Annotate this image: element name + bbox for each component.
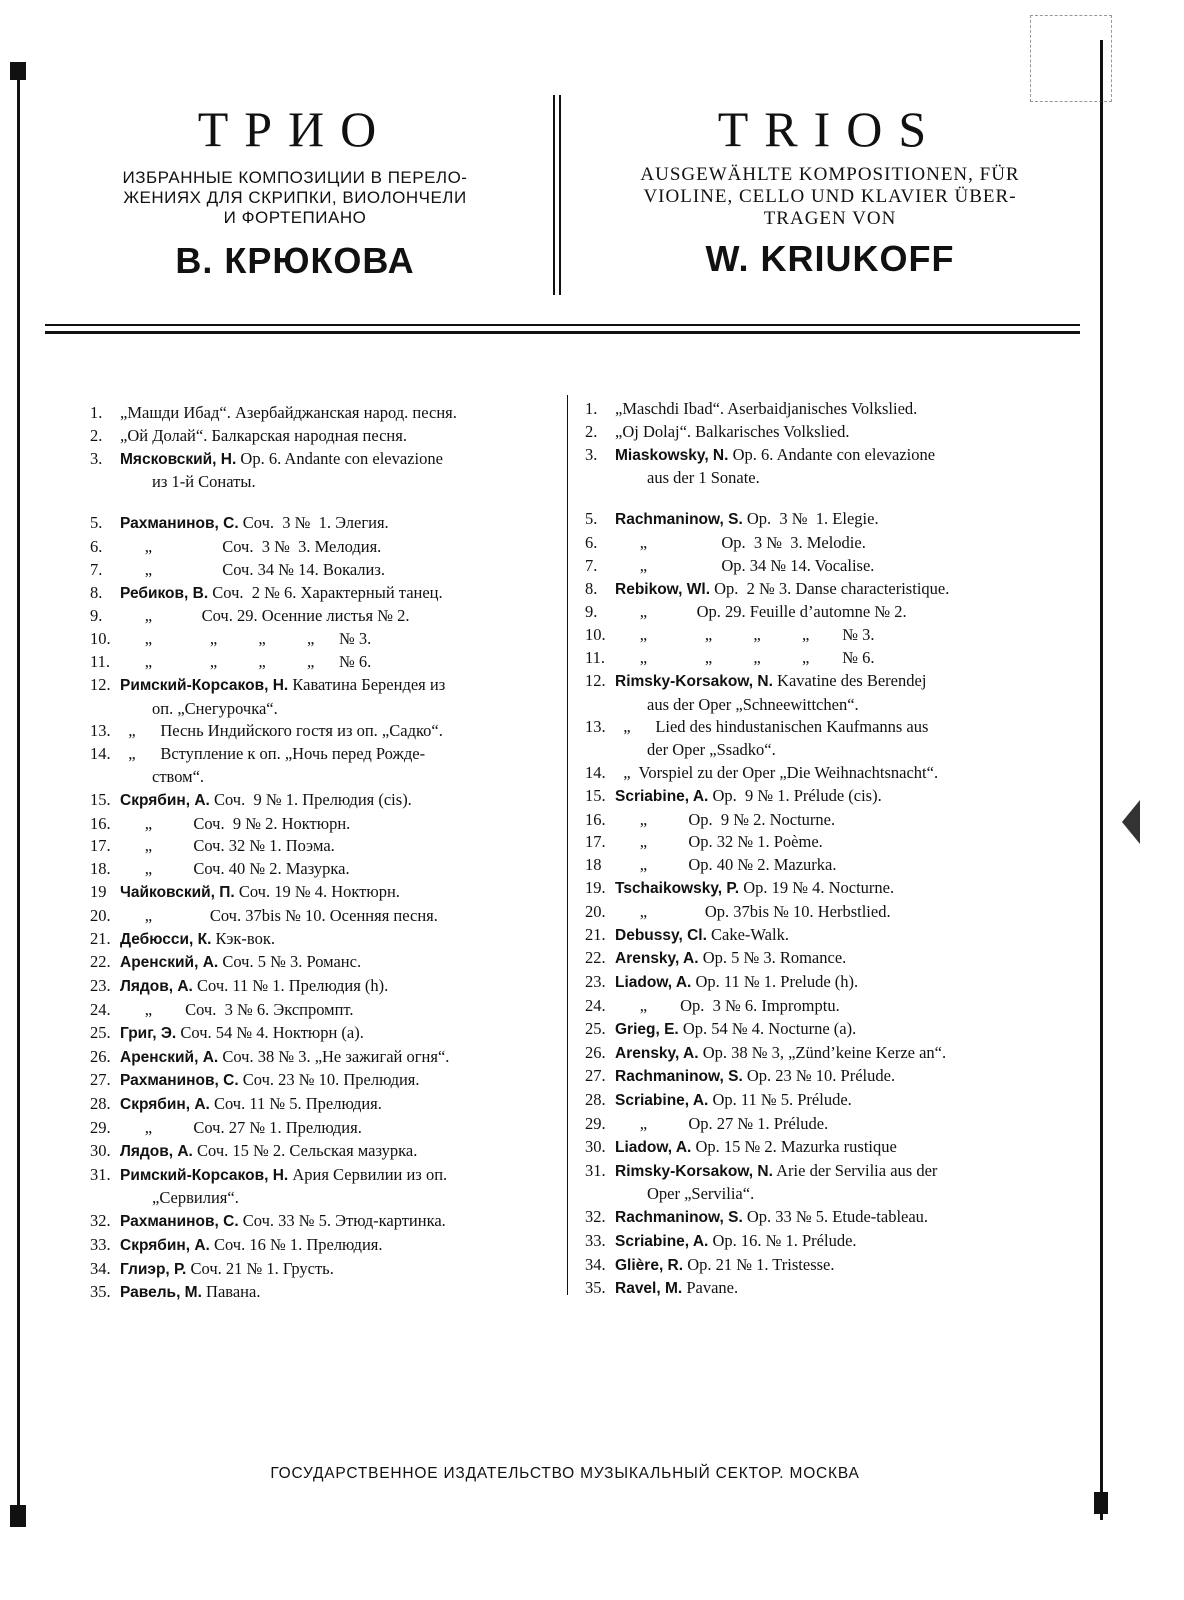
left-header: [40, 100, 550, 282]
list-entry: [585, 1160, 1055, 1184]
entry-title: Op. 21 № 1. Tristesse.: [683, 1254, 835, 1274]
entry-number: 32.: [90, 1211, 111, 1231]
entry-number: 25.: [90, 1022, 111, 1042]
composer-name: Rimsky-Korsakow, N.: [615, 1162, 773, 1180]
list-entry: [90, 1258, 560, 1282]
composer-name: Tschaikowsky, P.: [615, 879, 740, 897]
composer-name: Scriabine, A.: [615, 787, 709, 805]
entry-number: 18.: [90, 859, 111, 879]
list-entry: [90, 512, 560, 536]
entry-number: 2.: [585, 421, 598, 441]
entry-number: 8.: [90, 582, 103, 602]
composer-name: Rachmaninow, S.: [615, 511, 743, 529]
entry-number: 11.: [585, 647, 606, 667]
entry-title: Соч. 11 № 5. Прелюдия.: [209, 1094, 382, 1114]
entry-title: Op. 5 № 3. Romance.: [698, 948, 847, 968]
composer-name: Liadow, A.: [615, 974, 692, 992]
entry-title: Op. 33 № 5. Etude-tableau.: [742, 1207, 929, 1227]
composer-name: Ребиков, В.: [120, 584, 209, 602]
entry-number: 14.: [585, 762, 606, 782]
right-contents-list: [585, 398, 1055, 1301]
entry-number: 31.: [585, 1160, 606, 1180]
list-entry: [90, 1164, 560, 1188]
entry-number: 33.: [585, 1230, 606, 1250]
entry-number: 25.: [585, 1018, 606, 1038]
list-entry: [90, 1117, 560, 1140]
right-header: [570, 100, 1090, 280]
composer-name: Miaskowsky, N.: [615, 446, 729, 464]
list-entry: [90, 835, 560, 858]
entry-title: „ Соч. 3 № 3. Мелодия.: [120, 536, 382, 556]
entry-number: 27.: [585, 1066, 606, 1086]
entry-title: „ Op. 3 № 6. Impromptu.: [615, 995, 840, 1015]
entry-number: 16.: [585, 809, 606, 829]
composer-name: Scriabine, A.: [615, 1232, 709, 1250]
entry-title: „ Op. 32 № 1. Poème.: [615, 832, 823, 852]
entry-number: 1.: [585, 399, 598, 418]
entry-number: 32.: [585, 1207, 606, 1227]
entry-title: Op. 38 № 3, „Zünd’keine Kerze an“.: [698, 1042, 947, 1062]
list-entry: [90, 1281, 560, 1305]
entry-number: 12.: [90, 674, 111, 694]
entry-title: „ „ „ „ № 3.: [120, 629, 372, 649]
list-entry: [90, 582, 560, 606]
left-title: ТРИО: [197, 101, 393, 157]
composer-name: Скрябин, А.: [120, 1236, 210, 1254]
list-entry: [90, 1093, 560, 1117]
entry-number: 2.: [90, 425, 103, 445]
entry-number: 27.: [90, 1070, 111, 1090]
entry-title: Ария Сервилии из оп.: [288, 1164, 448, 1184]
entry-number: 9.: [585, 602, 598, 622]
list-entry: [585, 670, 1055, 694]
list-entry: [585, 1277, 1055, 1301]
entry-title: Op. 23 № 10. Prélude.: [742, 1066, 896, 1086]
left-subtitle-3: И ФОРТЕПИАНО: [223, 208, 367, 227]
entry-title: Соч. 19 № 4. Ноктюрн.: [234, 881, 400, 901]
entry-number: 22.: [90, 952, 111, 972]
composer-name: Scriabine, A.: [615, 1092, 709, 1110]
header-rule-a: [45, 324, 1080, 326]
list-entry: [585, 1042, 1055, 1066]
entry-title: „ Соч. 3 № 6. Экспромпт.: [120, 999, 354, 1019]
list-entry: [585, 624, 1055, 647]
entry-title: „ Op. 3 № 3. Melodie.: [615, 532, 866, 552]
entry-title: Op. 2 № 3. Danse characteristique.: [710, 578, 950, 598]
entry-number: 6.: [585, 532, 598, 552]
list-entry: [90, 858, 560, 881]
list-entry: [585, 809, 1055, 832]
list-entry: [585, 555, 1055, 578]
entry-number: 10.: [585, 625, 606, 645]
entry-number: 5.: [585, 509, 598, 529]
entry-number: 20.: [585, 901, 606, 921]
list-entry: [90, 402, 560, 425]
entry-title: Arie der Servilia aus der: [772, 1160, 938, 1180]
left-arranger: В. КРЮКОВА: [175, 240, 415, 281]
entry-continuation: aus der 1 Sonate.: [647, 468, 760, 488]
column-divider: [567, 395, 568, 1295]
entry-number: 13.: [90, 721, 111, 741]
list-entry: [585, 1136, 1055, 1160]
entry-title: „ Соч. 27 № 1. Прелюдия.: [120, 1117, 362, 1137]
entry-number: 15.: [585, 785, 606, 805]
entry-number: 26.: [585, 1042, 606, 1062]
corner-mark-bl: [10, 1505, 26, 1527]
list-entry: [585, 924, 1055, 948]
entry-number: 29.: [585, 1113, 606, 1133]
list-entry: [90, 628, 560, 651]
entry-number: 28.: [585, 1090, 606, 1110]
entry-title: „Maschdi Ibad“. Aserbaidjanisches Volkslied.: [615, 399, 918, 418]
composer-name: Rachmaninow, S.: [615, 1068, 743, 1086]
entry-title: Op. 19 № 4. Nocturne.: [739, 877, 895, 897]
left-contents-list: [90, 402, 560, 1305]
composer-name: Рахманинов, С.: [120, 1213, 239, 1231]
entry-number: 22.: [585, 948, 606, 968]
list-entry: [585, 995, 1055, 1018]
entry-title: Op. 11 № 1. Prelude (h).: [691, 972, 859, 992]
entry-title: „ Соч. 40 № 2. Мазурка.: [120, 859, 350, 879]
composer-name: Рахманинов, С.: [120, 1072, 239, 1090]
entry-title: „ Op. 9 № 2. Nocturne.: [615, 809, 836, 829]
entry-number: 21.: [585, 924, 606, 944]
entry-title: „Ой Долай“. Балкарская народная песня.: [120, 425, 407, 445]
entry-title: Соч. 11 № 1. Прелюдия (h).: [192, 976, 389, 996]
entry-number: 34.: [585, 1254, 606, 1274]
list-entry: [90, 1069, 560, 1093]
entry-number: 23.: [585, 972, 606, 992]
entry-title: „Машди Ибад“. Азербайджанская народ. песня.: [120, 403, 457, 422]
list-entry: [585, 1018, 1055, 1042]
list-entry: [90, 999, 560, 1022]
entry-title: Соч. 38 № 3. „Не зажигай огня“.: [218, 1046, 450, 1066]
list-entry: [90, 536, 560, 559]
composer-name: Римский-Корсаков, Н.: [120, 1166, 289, 1184]
corner-mark-br: [1094, 1492, 1108, 1514]
entry-title: „ „ „ „ № 6.: [120, 651, 372, 671]
entry-title: Op. 6. Andante con elevazione: [236, 448, 443, 468]
composer-name: Дебюсси, К.: [120, 930, 212, 948]
entry-number: 17.: [585, 832, 606, 852]
list-entry: [585, 578, 1055, 602]
list-entry: [90, 1140, 560, 1164]
list-entry: [90, 789, 560, 813]
composer-name: Мясковский, Н.: [120, 450, 237, 468]
header-divider-a: [553, 95, 555, 295]
entry-number: 18: [585, 855, 602, 875]
entry-number: 12.: [585, 670, 606, 690]
entry-number: 16.: [90, 813, 111, 833]
composer-name: Liadow, A.: [615, 1138, 692, 1156]
list-entry: [90, 425, 560, 448]
entry-title: Op. 15 № 2. Mazurka rustique: [691, 1136, 897, 1156]
list-entry: [585, 647, 1055, 670]
list-entry: [90, 448, 560, 472]
list-entry: [585, 1230, 1055, 1254]
composer-name: Скрябин, А.: [120, 791, 210, 809]
page-arrow-icon: [1122, 800, 1140, 844]
list-entry: [585, 532, 1055, 555]
entry-title: „ Op. 37bis № 10. Herbstlied.: [615, 901, 891, 921]
composer-name: Римский-Корсаков, Н.: [120, 676, 289, 694]
entry-title: Кэк-вок.: [211, 928, 275, 948]
entry-number: 3.: [90, 448, 103, 468]
entry-number: 28.: [90, 1094, 111, 1114]
list-entry: [90, 975, 560, 999]
list-entry: [585, 601, 1055, 624]
entry-number: 6.: [90, 536, 103, 556]
list-entry: [585, 971, 1055, 995]
list-entry: [90, 881, 560, 905]
composer-name: Лядов, А.: [120, 1142, 193, 1160]
entry-title: „ „ „ „ № 6.: [615, 647, 875, 667]
composer-name: Rimsky-Korsakow, N.: [615, 672, 773, 690]
composer-name: Чайковский, П.: [120, 883, 235, 901]
entry-number: 31.: [90, 1164, 111, 1184]
corner-mark-tl: [10, 62, 26, 80]
entry-number: 24.: [90, 999, 111, 1019]
list-entry: [90, 813, 560, 836]
entry-title: Cake-Walk.: [706, 924, 789, 944]
entry-title: „ Соч. 37bis № 10. Осенняя песня.: [120, 905, 438, 925]
entry-continuation: der Oper „Ssadko“.: [647, 740, 776, 760]
list-entry: [585, 947, 1055, 971]
entry-number: 33.: [90, 1234, 111, 1254]
list-entry: [90, 743, 560, 766]
list-entry: [585, 716, 1055, 739]
entry-number: 5.: [90, 513, 103, 533]
entry-number: 35.: [585, 1278, 606, 1298]
composer-name: Глиэр, Р.: [120, 1260, 187, 1278]
entry-number: 19: [90, 881, 107, 901]
list-entry: [585, 421, 1055, 444]
composer-name: Рахманинов, С.: [120, 515, 239, 533]
entry-continuation: Oper „Servilia“.: [647, 1184, 755, 1204]
entry-title: „ „ „ „ № 3.: [615, 625, 875, 645]
library-stamp: [1030, 15, 1112, 102]
header-rule-b: [45, 331, 1080, 334]
right-subtitle-1: AUSGEWÄHLTE KOMPOSITIONEN, FÜR: [640, 164, 1020, 185]
entry-number: 21.: [90, 928, 111, 948]
entry-title: Павана.: [201, 1282, 261, 1302]
entry-title: „ Соч. 32 № 1. Поэма.: [120, 836, 335, 856]
entry-number: 17.: [90, 836, 111, 856]
entry-number: 14.: [90, 744, 111, 764]
entry-title: Соч. 33 № 5. Этюд-картинка.: [238, 1211, 446, 1231]
list-entry: [585, 877, 1055, 901]
right-arranger: W. KRIUKOFF: [705, 238, 955, 279]
list-entry: [585, 1065, 1055, 1089]
left-border: [17, 65, 20, 1525]
list-entry: [90, 720, 560, 743]
entry-number: 11.: [90, 651, 111, 671]
list-entry: [585, 762, 1055, 785]
entry-title: Op. 9 № 1. Prélude (cis).: [708, 785, 882, 805]
entry-title: Соч. 5 № 3. Романс.: [218, 952, 362, 972]
entry-title: Op. 16. № 1. Prélude.: [708, 1230, 857, 1250]
list-entry: [90, 1210, 560, 1234]
entry-number: 35.: [90, 1282, 111, 1302]
list-entry: [585, 785, 1055, 809]
composer-name: Arensky, A.: [615, 1044, 699, 1062]
entry-title: „ Песнь Индийского гостя из оп. „Садко“.: [120, 721, 443, 741]
list-entry: [90, 1046, 560, 1070]
entry-title: Соч. 16 № 1. Прелюдия.: [209, 1234, 383, 1254]
composer-name: Debussy, Cl.: [615, 926, 707, 944]
entry-number: 7.: [585, 555, 598, 575]
entry-title: „ Op. 34 № 14. Vocalise.: [615, 555, 875, 575]
right-subtitle-3: TRAGEN VON: [763, 208, 897, 229]
publisher-footer: ГОСУДАРСТВЕННОЕ ИЗДАТЕЛЬСТВО МУЗЫКАЛЬНЫЙ СЕКТОР. МОСКВА: [270, 1465, 860, 1482]
entry-continuation: „Сервилия“.: [152, 1188, 239, 1208]
entry-number: 7.: [90, 559, 103, 579]
entry-title: „ Вступление к оп. „Ночь перед Рожде-: [120, 744, 426, 764]
list-entry: [585, 901, 1055, 924]
composer-name: Grieg, E.: [615, 1020, 679, 1038]
list-entry: [585, 1113, 1055, 1136]
list-entry: [585, 1089, 1055, 1113]
list-entry: [90, 905, 560, 928]
list-entry: [90, 1234, 560, 1258]
entry-title: „ Соч. 9 № 2. Ноктюрн.: [120, 813, 351, 833]
entry-number: 34.: [90, 1258, 111, 1278]
left-subtitle-1: ИЗБРАННЫЕ КОМПОЗИЦИИ В ПЕРЕЛО-: [122, 168, 468, 187]
entry-title: Соч. 15 № 2. Сельская мазурка.: [192, 1140, 418, 1160]
entry-title: Op. 11 № 5. Prélude.: [708, 1090, 852, 1110]
entry-title: Op. 6. Andante con elevazione: [728, 444, 936, 464]
entry-continuation: оп. „Снегурочка“.: [152, 698, 278, 718]
list-entry: [585, 398, 1055, 421]
entry-number: 20.: [90, 905, 111, 925]
entry-title: Соч. 21 № 1. Грусть.: [186, 1258, 334, 1278]
entry-number: 30.: [90, 1140, 111, 1160]
entry-number: 9.: [90, 606, 103, 626]
composer-name: Григ, Э.: [120, 1024, 177, 1042]
composer-name: Rebikow, Wl.: [615, 580, 711, 598]
entry-title: Соч. 23 № 10. Прелюдия.: [238, 1070, 420, 1090]
list-entry: [90, 1022, 560, 1046]
composer-name: Ravel, M.: [615, 1280, 683, 1298]
composer-name: Скрябин, А.: [120, 1096, 210, 1114]
list-entry: [585, 508, 1055, 532]
list-entry: [585, 831, 1055, 854]
entry-title: Соч. 54 № 4. Ноктюрн (a).: [176, 1022, 364, 1042]
list-entry: [90, 559, 560, 582]
composer-name: Лядов, А.: [120, 978, 193, 996]
entry-title: „ Lied des hindustanischen Kaufmanns aus: [615, 717, 929, 737]
entry-title: „ Op. 27 № 1. Prélude.: [615, 1113, 829, 1133]
entry-number: 10.: [90, 629, 111, 649]
entry-number: 19.: [585, 877, 606, 897]
entry-number: 8.: [585, 578, 598, 598]
entry-continuation: из 1-й Сонаты.: [152, 472, 256, 492]
list-entry: [585, 854, 1055, 877]
right-subtitle-2: VIOLINE, CELLO UND KLAVIER ÜBER-: [643, 186, 1017, 207]
entry-title: „ Op. 29. Feuille d’automne № 2.: [615, 602, 907, 622]
composer-name: Аренский, А.: [120, 954, 219, 972]
entry-title: Op. 54 № 4. Nocturne (a).: [678, 1018, 857, 1038]
entry-title: Соч. 9 № 1. Прелюдия (cis).: [209, 789, 412, 809]
composer-name: Glière, R.: [615, 1256, 684, 1274]
entry-title: Kavatine des Berendej: [772, 670, 927, 690]
entry-title: „Oj Dolaj“. Balkarisches Volkslied.: [615, 421, 850, 441]
list-entry: [585, 444, 1055, 468]
right-border: [1100, 40, 1103, 1520]
list-entry: [585, 1206, 1055, 1230]
entry-number: 3.: [585, 444, 598, 464]
list-entry: [90, 951, 560, 975]
right-title: TRIOS: [717, 101, 943, 157]
list-entry: [90, 605, 560, 628]
entry-number: 1.: [90, 403, 103, 422]
list-entry: [90, 651, 560, 674]
composer-name: Аренский, А.: [120, 1048, 219, 1066]
entry-title: Op. 3 № 1. Elegie.: [742, 509, 879, 529]
composer-name: Rachmaninow, S.: [615, 1209, 743, 1227]
entry-number: 30.: [585, 1136, 606, 1156]
entry-title: Каватина Берендея из: [288, 674, 446, 694]
entry-number: 24.: [585, 995, 606, 1015]
entry-continuation: aus der Oper „Schneewittchen“.: [647, 694, 859, 714]
entry-title: Соч. 2 № 6. Характерный танец.: [208, 582, 443, 602]
entry-number: 13.: [585, 717, 606, 737]
entry-title: „ Соч. 34 № 14. Вокализ.: [120, 559, 386, 579]
list-entry: [90, 674, 560, 698]
entry-title: „ Vorspiel zu der Oper „Die Weihnachtsnacht“.: [615, 762, 939, 782]
list-entry: [585, 1254, 1055, 1278]
list-entry: [90, 928, 560, 952]
left-subtitle-2: ЖЕНИЯХ ДЛЯ СКРИПКИ, ВИОЛОНЧЕЛИ: [123, 188, 467, 207]
entry-title: Pavane.: [682, 1278, 739, 1298]
entry-continuation: ством“.: [152, 766, 205, 786]
composer-name: Arensky, A.: [615, 950, 699, 968]
entry-number: 23.: [90, 976, 111, 996]
entry-number: 26.: [90, 1046, 111, 1066]
header-divider-b: [559, 95, 561, 295]
entry-title: „ Op. 40 № 2. Mazurka.: [615, 855, 837, 875]
entry-title: Соч. 3 № 1. Элегия.: [238, 513, 389, 533]
entry-title: „ Соч. 29. Осенние листья № 2.: [120, 606, 410, 626]
composer-name: Равель, М.: [120, 1284, 202, 1302]
entry-number: 15.: [90, 789, 111, 809]
entry-number: 29.: [90, 1117, 111, 1137]
